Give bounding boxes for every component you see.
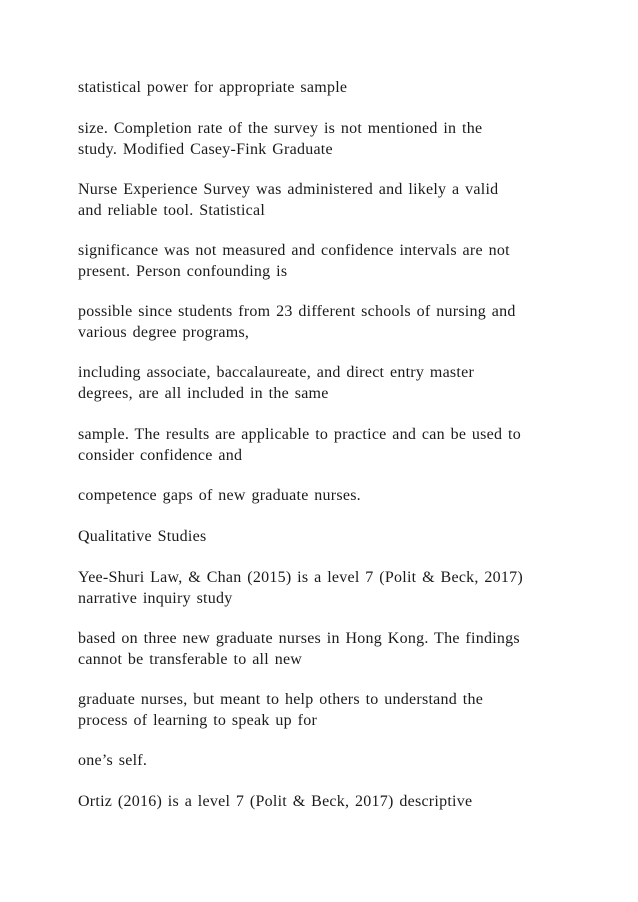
text-line: including associate, baccalaureate, and direct entry master: [78, 364, 475, 381]
text-line: size. Completion rate of the survey is not mentioned in the: [78, 120, 483, 137]
text-line: study. Modified Casey-Fink Graduate: [78, 141, 333, 158]
text-line: graduate nurses, but meant to help others to understand the: [78, 691, 484, 708]
paragraph: [78, 362, 578, 404]
text-line: Nurse Experience Survey was administered and likely a valid: [78, 181, 499, 198]
paragraph: [78, 301, 578, 343]
text-line: sample. The results are applicable to practice and can be used to: [78, 426, 521, 443]
paragraph: [78, 791, 578, 812]
paragraph: [78, 628, 578, 670]
paragraph: [78, 567, 578, 609]
text-line: Yee-Shuri Law, & Chan (2015) is a level 7 (Polit & Beck, 2017): [78, 569, 523, 586]
paragraph: [78, 179, 578, 221]
paragraph: [78, 689, 578, 731]
text-line: various degree programs,: [78, 324, 250, 341]
paragraph: [78, 118, 578, 160]
text-line: present. Person confounding is: [78, 263, 288, 280]
text-line: narrative inquiry study: [78, 590, 233, 607]
text-line: consider confidence and: [78, 447, 243, 464]
text-line: one’s self.: [78, 752, 148, 769]
text-line: Qualitative Studies: [78, 528, 207, 545]
text-line: cannot be transferable to all new: [78, 651, 303, 668]
text-line: based on three new graduate nurses in Hong Kong. The findings: [78, 630, 520, 647]
text-line: process of learning to speak up for: [78, 712, 318, 729]
section-heading: [78, 526, 578, 547]
text-line: possible since students from 23 different schools of nursing and: [78, 303, 516, 320]
paragraph: [78, 240, 578, 282]
text-line: competence gaps of new graduate nurses.: [78, 487, 361, 504]
paragraph: [78, 750, 578, 771]
text-line: degrees, are all included in the same: [78, 385, 329, 402]
text-line: and reliable tool. Statistical: [78, 202, 266, 219]
text-line: Ortiz (2016) is a level 7 (Polit & Beck, 2017) descriptive: [78, 793, 473, 810]
paragraph: [78, 424, 578, 466]
paragraph: [78, 485, 578, 506]
text-line: significance was not measured and confidence intervals are not: [78, 242, 510, 259]
text-line: statistical power for appropriate sample: [78, 79, 348, 96]
paragraph: [78, 77, 578, 98]
